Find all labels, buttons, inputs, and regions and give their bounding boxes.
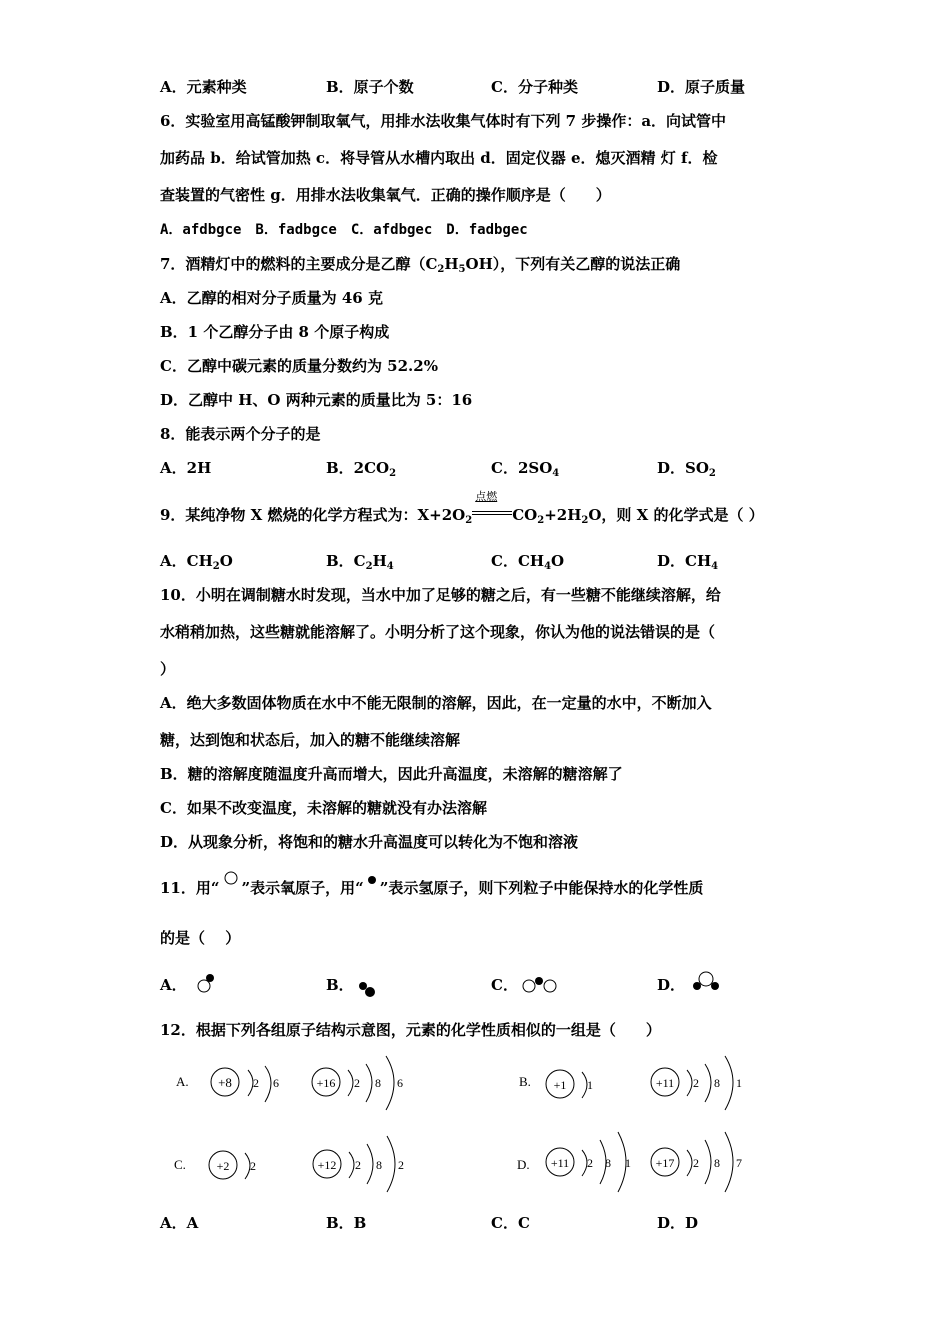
q6-stem-line2: 加药品 b．给试管加热 c．将导管从水槽内取出 d．固定仪器 e．熄灭酒精 灯 f．检 (160, 149, 718, 167)
q11-option-d-molecule-icon (690, 968, 722, 994)
q11-option-d: D． (657, 976, 686, 994)
q6-options: A．afdbgce B．fadbgce C．afdbgec D．fadbgec (160, 222, 528, 238)
svg-text:2: 2 (253, 1076, 259, 1090)
svg-text:8: 8 (375, 1076, 381, 1090)
q5-option-d: D．原子质量 (657, 78, 746, 96)
svg-text:2: 2 (398, 1158, 404, 1172)
q12-option-a: A．A (160, 1214, 199, 1232)
svg-text:2: 2 (250, 1159, 256, 1173)
q6-stem-line3: 查装置的气密性 g．用排水法收集氧气．正确的操作顺序是（ ） (160, 186, 611, 204)
q12-atom-d2 (645, 1130, 755, 1194)
q12-option-d: D．D (657, 1214, 699, 1232)
q12-group-b-label: B. (519, 1074, 531, 1089)
svg-text:+12: +12 (317, 1158, 337, 1172)
q5-option-c: C．分子种类 (491, 78, 578, 96)
q7-stem: 7．酒精灯中的燃料的主要成分是乙醇$(C_2H_5OH)$，下列有关乙醇的说法正确 (160, 255, 681, 275)
hydrogen-atom-icon (364, 878, 380, 896)
q8-option-d: D．$SO_2$ (657, 459, 716, 479)
svg-text:1: 1 (625, 1156, 631, 1170)
q11-option-a: A． (160, 976, 187, 994)
q10-option-a-line2: 糖，达到饱和状态后，加入的糖不能继续溶解 (160, 731, 461, 749)
svg-text:2: 2 (587, 1156, 593, 1170)
q12-atom-c1 (203, 1145, 267, 1185)
q12-group-c-label: C. (174, 1157, 186, 1172)
svg-text:6: 6 (273, 1076, 279, 1090)
nucleus-label: +8 (218, 1075, 232, 1090)
q10-stem-line2: 水稍稍加热，这些糖就能溶解了。小明分析了这个现象，你认为他的说法错误的是（ (160, 623, 716, 641)
q12-option-c: C．C (491, 1214, 530, 1232)
q11-option-b: B． (326, 976, 354, 994)
q5-option-b: B．原子个数 (326, 78, 414, 96)
q11-option-c: C． (491, 976, 518, 994)
svg-text:1: 1 (736, 1076, 742, 1090)
svg-text:+1: +1 (553, 1078, 567, 1092)
q8-stem: 8．能表示两个分子的是 (160, 425, 321, 443)
q9-option-c: C．$CH_4O$ (491, 552, 565, 572)
q7-option-b: B．1 个乙醇分子由 8 个原子构成 (160, 323, 390, 341)
q10-option-b: B．糖的溶解度随温度升高而增大，因此升高温度，未溶解的糖溶解了 (160, 765, 623, 783)
q11-option-c-molecule-icon (520, 972, 560, 996)
svg-text:2: 2 (354, 1076, 360, 1090)
svg-text:8: 8 (605, 1156, 611, 1170)
q12-atom-a2 (306, 1054, 416, 1112)
q10-stem-line1: 10．小明在调制糖水时发现，当水中加了足够的糖之后，有一些糖不能继续溶解，给 (160, 586, 721, 604)
q12-option-b: B．B (326, 1214, 367, 1232)
q8-option-b: B．$2CO_2$ (326, 459, 397, 479)
q9-reaction-arrow (472, 490, 512, 525)
q9-option-a: A．$CH_2O$ (160, 552, 233, 572)
svg-text:7: 7 (736, 1156, 742, 1170)
q11-stem-line2: 的是（ ） (160, 929, 241, 947)
q7-option-d: D．乙醇中 H、O 两种元素的质量比为 5：16 (160, 391, 473, 409)
q5-option-a: A．元素种类 (160, 78, 247, 96)
q7-option-c: C．乙醇中碳元素的质量分数约为 52.2% (160, 357, 438, 375)
q8-option-a: A．2H (160, 459, 212, 477)
svg-text:2: 2 (355, 1158, 361, 1172)
q12-atom-c2 (307, 1134, 417, 1194)
svg-text:8: 8 (714, 1076, 720, 1090)
q12-group-a-label: A. (176, 1074, 189, 1089)
q11-option-a-molecule-icon (194, 970, 220, 996)
q8-option-c: C．$2SO_4$ (491, 459, 560, 479)
svg-text:8: 8 (376, 1158, 382, 1172)
svg-text:+2: +2 (216, 1159, 230, 1173)
svg-text:2: 2 (693, 1156, 699, 1170)
svg-text:1: 1 (587, 1078, 593, 1092)
q9-option-b: B．$C_2H_4$ (326, 552, 394, 572)
q11-option-b-molecule-icon (356, 978, 380, 1000)
q10-option-d: D．从现象分析，将饱和的糖水升高温度可以转化为不饱和溶液 (160, 833, 579, 851)
q10-option-c: C．如果不改变温度，未溶解的糖就没有办法溶解 (160, 799, 487, 817)
q9-stem: 9．某纯净物 X 燃烧的化学方程式为：$X+2O_2$ 点燃 $CO_2+2H_2O$，则 X 的化学式是（ ） (160, 505, 764, 525)
svg-text:8: 8 (714, 1156, 720, 1170)
q7-option-a: A．乙醇的相对分子质量为 46 克 (160, 289, 383, 307)
q10-option-a-line1: A．绝大多数固体物质在水中不能无限制的溶解，因此，在一定量的水中，不断加入 (160, 694, 712, 712)
svg-text:+11: +11 (550, 1156, 570, 1170)
q12-atom-a1 (205, 1062, 287, 1106)
q12-atom-b2 (645, 1054, 755, 1112)
svg-text:+17: +17 (655, 1156, 675, 1170)
q11-stem-line1: 11．用“ ”表示氧原子，用“ ”表示氢原子，则下列粒子中能保持水的化学性质 (160, 878, 703, 898)
q12-stem: 12．根据下列各组原子结构示意图，元素的化学性质相似的一组是（ ） (160, 1021, 661, 1039)
q12-atom-d1 (540, 1130, 640, 1194)
q6-stem-line1: 6．实验室用高锰酸钾制取氧气，用排水法收集气体时有下列 7 步操作：a．向试管中 (160, 112, 727, 130)
q9-condition: 点燃 (475, 490, 498, 503)
q12-atom-b1 (540, 1064, 600, 1104)
q12-group-d-label: D. (517, 1157, 530, 1172)
svg-text:+11: +11 (655, 1076, 675, 1090)
svg-text:2: 2 (693, 1076, 699, 1090)
svg-text:6: 6 (397, 1076, 403, 1090)
q10-stem-line3: ） (160, 660, 176, 678)
oxygen-atom-icon (220, 878, 242, 896)
svg-text:+16: +16 (316, 1076, 336, 1090)
q9-option-d: D．$CH_4$ (657, 552, 719, 572)
